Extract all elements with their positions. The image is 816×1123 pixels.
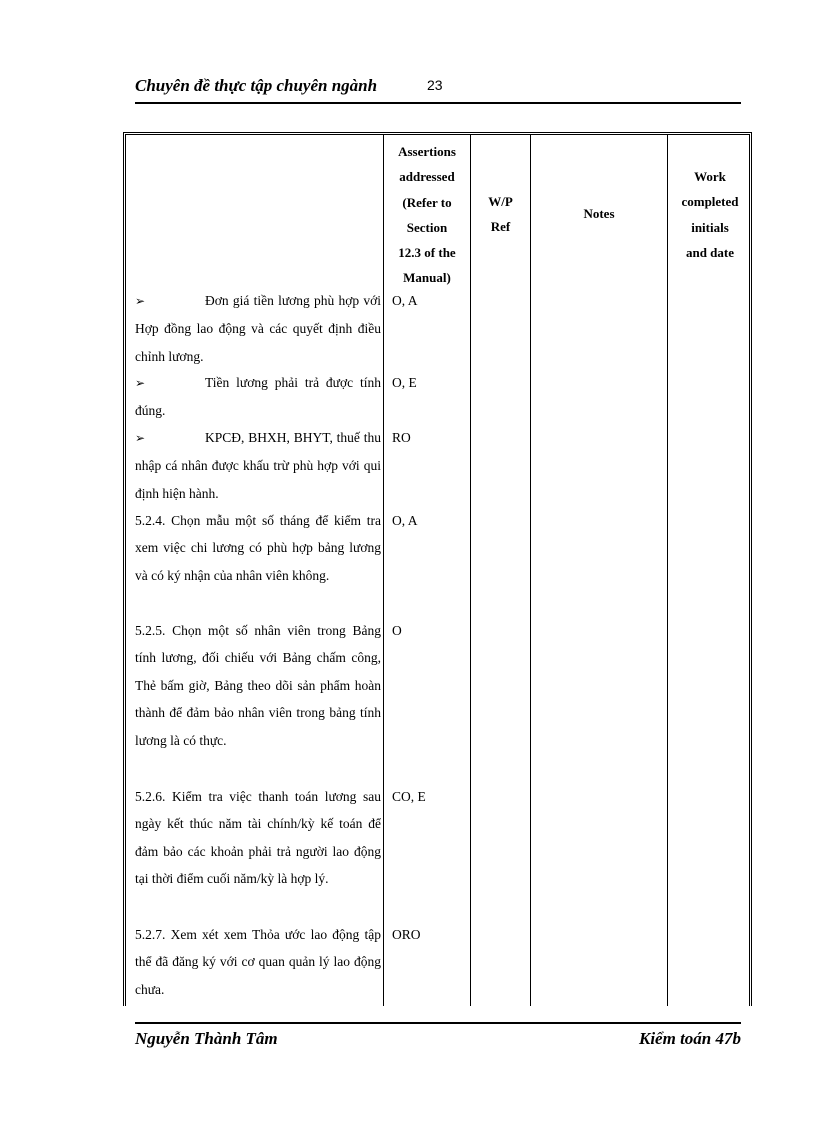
task-row: ➢ Tiền lương phải trả được tính đúng. xyxy=(135,375,381,419)
assertion-value: RO xyxy=(392,430,411,445)
column-divider xyxy=(667,135,668,1006)
column-divider xyxy=(470,135,471,1006)
page-header xyxy=(135,76,741,104)
assertion-value: ORO xyxy=(392,927,421,942)
task-row: 5.2.7. Xem xét xem Thỏa ước lao động tập thể đã đăng ký với cơ quan quản lý lao động chưa. xyxy=(135,927,381,997)
class-name: Kiểm toán 47b xyxy=(638,1029,741,1048)
assertion-value: O, A xyxy=(392,513,418,528)
page-footer xyxy=(135,1022,741,1048)
task-row: 5.2.6. Kiểm tra việc thanh toán lương sau ngày kết thúc năm tài chính/kỳ kế toán để đảm bảo các khoản phải trả người lao động tại thời điểm cuối năm/kỳ là hợp lý. xyxy=(135,789,381,887)
task-row: 5.2.5. Chọn một số nhân viên trong Bảng tính lương, đối chiếu với Bảng chấm công, Thẻ bấm giờ, Bảng theo dõi sản phẩm hoàn thành để đảm bảo nhân viên trong bảng tính lương là có thực. xyxy=(135,623,381,748)
assertion-value: O xyxy=(392,623,402,638)
task-row: ➢ KPCĐ, BHXH, BHYT, thuế thu nhập cá nhân được khấu trừ phù hợp với qui định hiện hành. xyxy=(135,430,381,501)
page-number: 23 xyxy=(427,77,443,93)
assertion-value: O, E xyxy=(392,375,417,390)
audit-program-table xyxy=(123,132,752,1006)
assertion-value: O, A xyxy=(392,293,418,308)
assertion-value: CO, E xyxy=(392,789,426,804)
column-divider xyxy=(530,135,531,1006)
header-notes: Notes xyxy=(583,206,615,221)
author-name: Nguyễn Thành Tâm xyxy=(135,1029,278,1048)
header-wp-ref: W/P Ref xyxy=(488,194,513,235)
task-row: ➢ Đơn giá tiền lương phù hợp với Hợp đồng lao động và các quyết định điều chỉnh lương. xyxy=(135,293,381,364)
header-work-completed: Work completed initials and date xyxy=(681,169,739,260)
task-row: 5.2.4. Chọn mẫu một số tháng để kiểm tra xem việc chi lương có phù hợp bảng lương và có ký nhận của nhân viên không. xyxy=(135,513,381,583)
header-title: Chuyên đề thực tập chuyên ngành xyxy=(135,76,378,95)
header-assertions: Assertions addressed (Refer to Section 12.3 of the Manual) xyxy=(398,144,456,286)
